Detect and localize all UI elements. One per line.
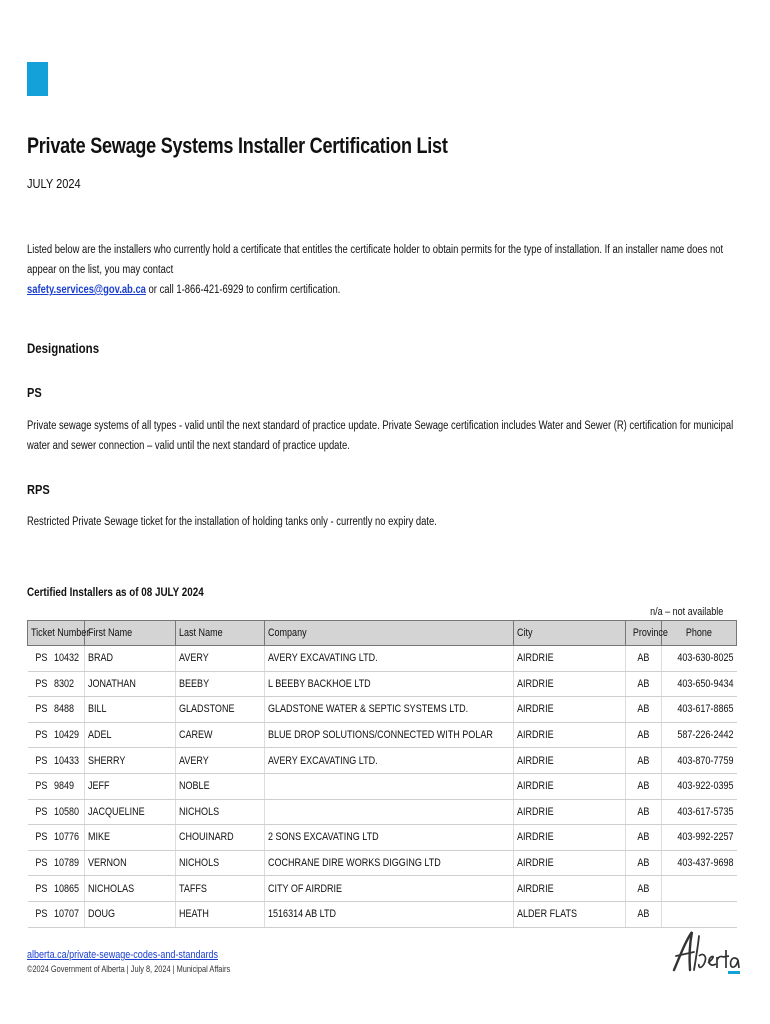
phone-cell: 403-650-9434 [662, 671, 737, 697]
table-row [28, 748, 737, 774]
city-cell: AIRDRIE [514, 799, 626, 825]
ticket-number-cell [28, 722, 85, 748]
ticket-number: 10432 [53, 652, 79, 665]
phone-cell: 403-992-2257 [662, 825, 737, 851]
province-cell: AB [626, 671, 662, 697]
table-row [28, 825, 737, 851]
phone-cell: 403-630-8025 [662, 646, 737, 672]
phone-cell: 403-617-8865 [662, 697, 737, 723]
phone-cell: 403-617-5735 [662, 799, 737, 825]
company-cell: AVERY EXCAVATING LTD. [265, 646, 514, 672]
installers-table [27, 620, 737, 928]
phone-cell: 403-922-0395 [662, 773, 737, 799]
last-name-cell: NOBLE [176, 773, 265, 799]
table-row [28, 901, 737, 927]
company-cell: CITY OF AIRDRIE [265, 876, 514, 902]
company-cell: GLADSTONE WATER & SEPTIC SYSTEMS LTD. [265, 697, 514, 723]
ticket-number: 8488 [53, 703, 74, 716]
ticket-type: PS [34, 652, 47, 665]
city-cell: AIRDRIE [514, 748, 626, 774]
last-name-cell: GLADSTONE [176, 697, 265, 723]
company-cell: COCHRANE DIRE WORKS DIGGING LTD [265, 850, 514, 876]
province-cell: AB [626, 646, 662, 672]
designation-rps-code: RPS [27, 482, 50, 497]
intro-after-text: or call 1-866-421-6929 to confirm certification. [145, 284, 341, 296]
ticket-number-cell [28, 825, 85, 851]
city-cell: AIRDRIE [514, 671, 626, 697]
ticket-number-cell [28, 773, 85, 799]
first-name-cell: MIKE [85, 825, 176, 851]
company-cell: AVERY EXCAVATING LTD. [265, 748, 514, 774]
designation-ps-code: PS [27, 385, 42, 400]
contact-email-link[interactable]: safety.services@gov.ab.ca [27, 284, 146, 296]
ticket-number-cell [28, 876, 85, 902]
phone-cell [662, 876, 737, 902]
city-cell: AIRDRIE [514, 697, 626, 723]
ticket-type: PS [34, 677, 47, 690]
company-cell: L BEEBY BACKHOE LTD [265, 671, 514, 697]
table-row [28, 850, 737, 876]
city-cell: AIRDRIE [514, 876, 626, 902]
table-row [28, 773, 737, 799]
ticket-number: 8302 [53, 677, 74, 690]
table-row [28, 646, 737, 672]
city-cell: AIRDRIE [514, 722, 626, 748]
page-title: Private Sewage Systems Installer Certification List [27, 133, 448, 158]
last-name-cell: CAREW [176, 722, 265, 748]
first-name-cell: SHERRY [85, 748, 176, 774]
last-name-cell: NICHOLS [176, 799, 265, 825]
phone-cell: 403-437-9698 [662, 850, 737, 876]
ticket-type: PS [34, 754, 47, 767]
ticket-number-cell [28, 901, 85, 927]
ticket-type: PS [34, 729, 47, 742]
intro-text: Listed below are the installers who currently hold a certificate that entitles the certificate holder to obtain permits for the type of installation. If an installer name does not appear on the list, you may contact [27, 244, 724, 276]
ticket-number-cell [28, 850, 85, 876]
ticket-number-cell [28, 799, 85, 825]
last-name-cell: HEATH [176, 901, 265, 927]
column-header: First Name [85, 621, 176, 646]
province-cell: AB [626, 697, 662, 723]
column-header: Last Name [176, 621, 265, 646]
ticket-number: 10776 [53, 831, 79, 844]
city-cell: AIRDRIE [514, 773, 626, 799]
column-header: Province [626, 621, 662, 646]
table-row [28, 722, 737, 748]
first-name-cell: BRAD [85, 646, 176, 672]
province-cell: AB [626, 876, 662, 902]
company-cell [265, 773, 514, 799]
ticket-number-cell [28, 646, 85, 672]
footer-website-link[interactable]: alberta.ca/private-sewage-codes-and-standards [27, 949, 219, 961]
first-name-cell: JONATHAN [85, 671, 176, 697]
ticket-number-cell [28, 748, 85, 774]
designations-heading: Designations [27, 340, 100, 356]
company-cell: 2 SONS EXCAVATING LTD [265, 825, 514, 851]
table-heading: Certified Installers as of 08 JULY 2024 [27, 585, 204, 599]
table-row [28, 697, 737, 723]
ticket-type: PS [34, 780, 47, 793]
ticket-number: 9849 [53, 780, 74, 793]
ticket-type: PS [34, 831, 47, 844]
ticket-number-cell [28, 671, 85, 697]
last-name-cell: AVERY [176, 646, 265, 672]
ticket-number: 10865 [53, 882, 79, 895]
ticket-number: 10580 [53, 805, 79, 818]
first-name-cell: BILL [85, 697, 176, 723]
brand-square-logo [27, 62, 48, 96]
designation-rps-description: Restricted Private Sewage ticket for the installation of holding tanks only - currently no expiry date. [27, 516, 437, 528]
province-cell: AB [626, 773, 662, 799]
table-header-row [28, 621, 737, 646]
last-name-cell: CHOUINARD [176, 825, 265, 851]
first-name-cell: JEFF [85, 773, 176, 799]
table-row [28, 876, 737, 902]
ticket-type: PS [34, 703, 47, 716]
ticket-type: PS [34, 857, 47, 870]
phone-cell [662, 901, 737, 927]
table-note: n/a – not available [649, 606, 723, 618]
document-date: JULY 2024 [27, 176, 81, 191]
province-cell: AB [626, 825, 662, 851]
company-cell: 1516314 AB LTD [265, 901, 514, 927]
ticket-number: 10433 [53, 754, 79, 767]
ticket-type: PS [34, 805, 47, 818]
company-cell [265, 799, 514, 825]
first-name-cell: JACQUELINE [85, 799, 176, 825]
designation-ps-description: Private sewage systems of all types - valid until the next standard of practice update. Private Sewage certification includes Water and Sewer (R) certification for municipal water and sewer connection – valid until the next standard of practice update. [27, 420, 734, 452]
phone-cell: 587-226-2442 [662, 722, 737, 748]
alberta-logo [668, 926, 744, 976]
company-cell: BLUE DROP SOLUTIONS/CONNECTED WITH POLAR [265, 722, 514, 748]
city-cell: AIRDRIE [514, 825, 626, 851]
last-name-cell: AVERY [176, 748, 265, 774]
ticket-number: 10789 [53, 857, 79, 870]
first-name-cell: DOUG [85, 901, 176, 927]
ticket-number: 10429 [53, 729, 79, 742]
phone-cell: 403-870-7759 [662, 748, 737, 774]
ticket-type: PS [34, 882, 47, 895]
province-cell: AB [626, 748, 662, 774]
ticket-type: PS [34, 908, 47, 921]
first-name-cell: VERNON [85, 850, 176, 876]
last-name-cell: NICHOLS [176, 850, 265, 876]
province-cell: AB [626, 850, 662, 876]
city-cell: AIRDRIE [514, 646, 626, 672]
footer-copyright: ©2024 Government of Alberta | July 8, 2024 | Municipal Affairs [27, 964, 231, 974]
province-cell: AB [626, 901, 662, 927]
province-cell: AB [626, 722, 662, 748]
column-header: Company [265, 621, 514, 646]
last-name-cell: TAFFS [176, 876, 265, 902]
column-header: Phone [662, 621, 737, 646]
last-name-cell: BEEBY [176, 671, 265, 697]
table-row [28, 799, 737, 825]
first-name-cell: ADEL [85, 722, 176, 748]
table-row [28, 671, 737, 697]
city-cell: ALDER FLATS [514, 901, 626, 927]
province-cell: AB [626, 799, 662, 825]
city-cell: AIRDRIE [514, 850, 626, 876]
ticket-number-cell [28, 697, 85, 723]
column-header: Ticket Number [28, 621, 85, 646]
ticket-number: 10707 [53, 908, 79, 921]
column-header: City [514, 621, 626, 646]
intro-paragraph [27, 240, 732, 300]
first-name-cell: NICHOLAS [85, 876, 176, 902]
